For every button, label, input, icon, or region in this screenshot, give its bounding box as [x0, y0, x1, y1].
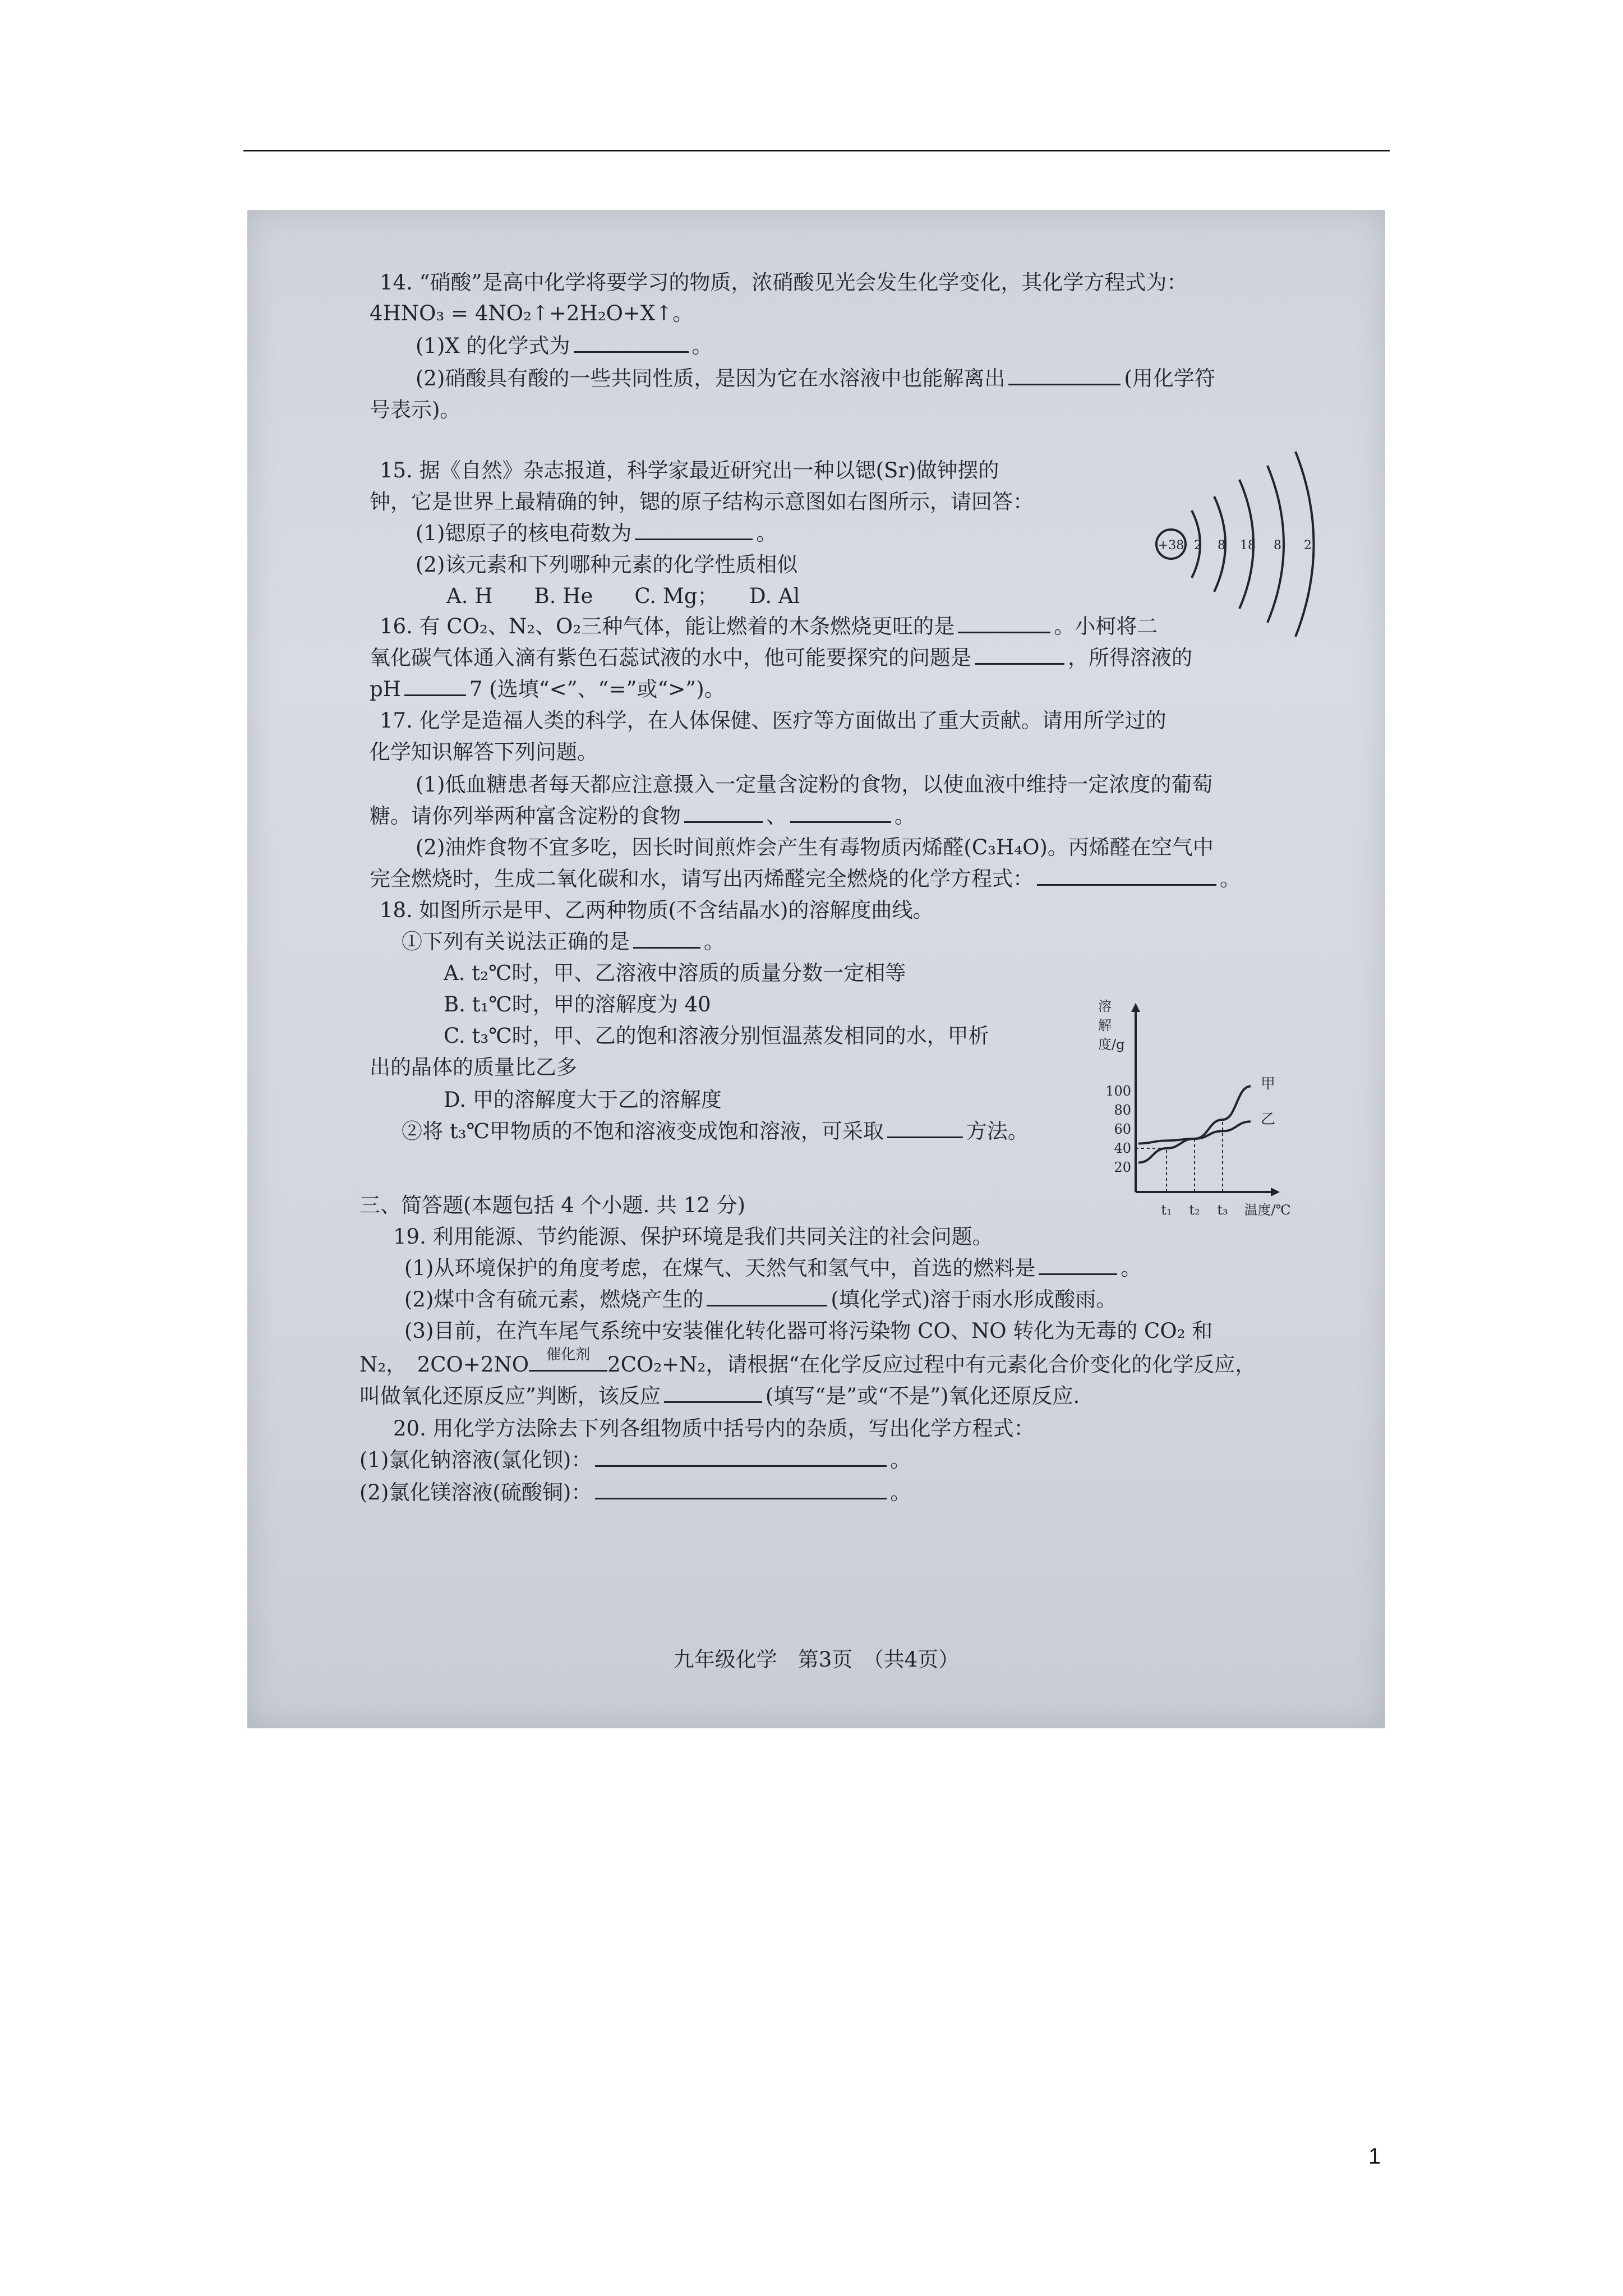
- x-tick-label: t₂: [1189, 1202, 1200, 1218]
- section-heading: 三、简答题(本题包括 4 个小题. 共 12 分): [359, 1193, 746, 1217]
- q18-line1: 18. 如图所示是甲、乙两种物质(不含结晶水)的溶解度曲线。: [380, 898, 934, 922]
- q19-part1: (1)从环境保护的角度考虑，在煤气、天然气和氢气中，首选的燃料是 。: [404, 1256, 1142, 1280]
- answer-blank[interactable]: [574, 334, 689, 353]
- q20-part2: (2)氯化镁溶液(硫酸铜)： 。: [359, 1480, 911, 1504]
- series-label: 甲: [1261, 1075, 1276, 1093]
- q19-part3-equation: N₂， 2CO+2NO 催化剂 2CO₂+N₂，请根据“在化学反应过程中有元素化合价变化的化学反应，: [359, 1346, 1256, 1377]
- q18-option-d: D. 甲的溶解度大于乙的溶解度: [444, 1088, 722, 1112]
- q19-part3: (3)目前，在汽车尾气系统中安装催化转化器可将污染物 CO、NO 转化为无毒的 CO₂ 和: [404, 1319, 1213, 1343]
- q14-part2-cont: 号表示)。: [370, 398, 461, 422]
- x-axis-arrow: [1271, 1188, 1280, 1197]
- page-footer: 九年级化学 第3页 （共4页）: [673, 1648, 960, 1672]
- q16-line1: 16. 有 CO₂、N₂、O₂三种气体，能让燃着的木条燃烧更旺的是 。小柯将二: [380, 614, 1158, 638]
- x-tick-label: t₃: [1217, 1202, 1228, 1218]
- x-axis-label: 温度/℃: [1244, 1202, 1291, 1218]
- q18-part1: ①下列有关说法正确的是 。: [402, 930, 725, 954]
- answer-blank[interactable]: [975, 646, 1064, 665]
- q17-part2-cont: 完全燃烧时，生成二氧化碳和水，请写出丙烯醛完全燃烧的化学方程式： 。: [370, 867, 1241, 891]
- answer-blank[interactable]: [664, 1384, 762, 1403]
- answer-blank[interactable]: [404, 678, 466, 696]
- scanned-exam-page: [247, 210, 1385, 1728]
- q20-part1: (1)氯化钠溶液(氯化钡)： 。: [359, 1448, 911, 1472]
- solubility-chart: [1088, 993, 1329, 1223]
- top-rule: [243, 150, 1390, 151]
- y-tick-label: 60: [1114, 1121, 1131, 1137]
- q19-line1: 19. 利用能源、节约能源、保护环境是我们共同关注的社会问题。: [393, 1225, 993, 1249]
- page-number: 1: [1368, 2144, 1381, 2169]
- answer-blank[interactable]: [1039, 1257, 1117, 1275]
- q19-part2: (2)煤中含有硫元素，燃烧产生的 (填化学式)溶于雨水形成酸雨。: [404, 1287, 1117, 1312]
- q17-part1: (1)低血糖患者每天都应注意摄入一定量含淀粉的食物，以使血液中维持一定浓度的葡萄: [416, 772, 1213, 797]
- q17-part1-cont: 糖。请你列举两种富含淀粉的食物 、 。: [370, 804, 915, 828]
- q17-line2: 化学知识解答下列问题。: [370, 740, 598, 764]
- answer-blank[interactable]: [887, 1120, 963, 1138]
- q18-option-c: C. t₃℃时，甲、乙的饱和溶液分别恒温蒸发相同的水，甲析: [444, 1024, 989, 1048]
- q19-part3-cont: 叫做氧化还原反应”判断，该反应 (填写“是”或“不是”)氧化还原反应.: [359, 1384, 1080, 1408]
- answer-blank[interactable]: [595, 1481, 887, 1499]
- y-tick-label: 40: [1114, 1140, 1131, 1156]
- answer-blank[interactable]: [958, 615, 1050, 633]
- y-tick-label: 100: [1105, 1083, 1131, 1099]
- q14-line1: 14. “硝酸”是高中化学将要学习的物质，浓硝酸见光会发生化学变化，其化学方程式为：: [380, 270, 1188, 295]
- answer-blank[interactable]: [790, 804, 891, 823]
- q18-part2: ②将 t₃℃甲物质的不饱和溶液变成饱和溶液，可采取 方法。: [402, 1119, 1029, 1143]
- y-axis-arrow: [1131, 1003, 1140, 1012]
- y-axis-label: 度/g: [1098, 1037, 1125, 1052]
- q14-equation: 4HNO₃ = 4NO₂↑+2H₂O+X↑。: [370, 301, 694, 325]
- y-axis-label: 解: [1098, 1018, 1112, 1033]
- answer-blank[interactable]: [633, 930, 700, 949]
- shell-electron-count: 8: [1218, 539, 1225, 553]
- q18-option-b: B. t₁℃时，甲的溶解度为 40: [444, 992, 711, 1016]
- answer-blank[interactable]: [1008, 367, 1121, 385]
- answer-blank[interactable]: [684, 804, 763, 823]
- q16-line2: 氧化碳气体通入滴有紫色石蕊试液的水中，他可能要探究的问题是 ，所得溶液的: [370, 646, 1192, 670]
- q14-part1: (1)X 的化学式为 。: [416, 334, 713, 358]
- q15-line2: 钟，它是世界上最精确的钟，锶的原子结构示意图如右图所示，请回答：: [370, 490, 1034, 514]
- strontium-atom-diagram: [1150, 443, 1335, 639]
- y-tick-label: 80: [1114, 1102, 1131, 1118]
- q15-line1: 15. 据《自然》杂志报道，科学家最近研究出一种以锶(Sr)做钟摆的: [380, 458, 999, 482]
- q17-part2: (2)油炸食物不宜多吃，因长时间煎炸会产生有毒物质丙烯醛(C₃H₄O)。丙烯醛在空气中: [416, 835, 1214, 859]
- answer-blank[interactable]: [1037, 867, 1216, 886]
- q20-line1: 20. 用化学方法除去下列各组物质中括号内的杂质，写出化学方程式：: [393, 1416, 1035, 1441]
- nucleus-charge: +38: [1158, 539, 1184, 553]
- q14-part2: (2)硝酸具有酸的一些共同性质，是因为它在水溶液中也能解离出 (用化学符: [416, 366, 1215, 390]
- shell-electron-count: 2: [1194, 539, 1202, 553]
- q16-line3: pH 7 (选填“<”、“=”或“>”)。: [370, 677, 725, 701]
- q15-options: A. H B. He C. Mg； D. Al: [446, 584, 800, 608]
- q15-part2: (2)该元素和下列哪种元素的化学性质相似: [416, 553, 798, 577]
- q18-option-c-cont: 出的晶体的质量比乙多: [370, 1055, 577, 1079]
- q15-part1: (1)锶原子的核电荷数为 。: [416, 521, 777, 545]
- y-tick-label: 20: [1114, 1159, 1131, 1175]
- y-axis-label: 溶: [1098, 999, 1112, 1014]
- answer-blank[interactable]: [595, 1448, 887, 1467]
- q18-option-a: A. t₂℃时，甲、乙溶液中溶质的质量分数一定相等: [444, 961, 906, 985]
- shell-electron-count: 2: [1304, 539, 1312, 553]
- x-tick-label: t₁: [1161, 1202, 1172, 1218]
- reaction-arrow: 催化剂: [529, 1353, 607, 1372]
- shell-electron-count: 18: [1240, 539, 1256, 553]
- q17-line1: 17. 化学是造福人类的科学，在人体保健、医疗等方面做出了重大贡献。请用所学过的: [380, 708, 1166, 733]
- answer-blank[interactable]: [635, 522, 753, 540]
- shell-electron-count: 8: [1274, 539, 1281, 553]
- answer-blank[interactable]: [707, 1288, 827, 1306]
- series-label: 乙: [1261, 1111, 1276, 1128]
